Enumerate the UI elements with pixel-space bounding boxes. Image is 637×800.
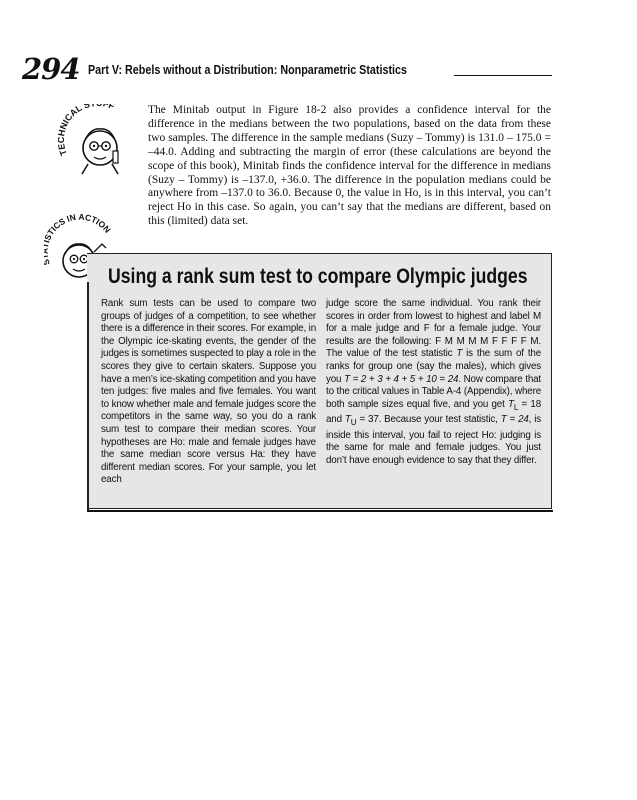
page-number: 294	[22, 52, 80, 86]
right-intro: judge score the same individual. You rank their scores in order from lowest to highest and label M for a male judge and F for a female judge. Your results are the following: F M M M M F F F F M. The value of the test statistic	[326, 298, 541, 360]
page-header	[22, 52, 552, 86]
statistics-in-action-label: TICS IN ACTION	[45, 214, 113, 238]
tl-value: = 18 and	[326, 398, 541, 426]
t-stat: T = 24	[500, 414, 529, 426]
sidebar-bottom-rule	[87, 510, 553, 512]
tu-value: = 37. Because your test statistic,	[356, 414, 501, 426]
header-rule	[454, 75, 552, 76]
sidebar-left-column	[101, 298, 316, 487]
t-symbol: T	[456, 348, 463, 360]
sidebar-left-text: Rank sum tests can be used to compare two groups of judges of a competition, to see whether there is a difference in their scores. For example, in the Olympic ice-skating events, the gender of the judges is sometimes suspected to play a role in the scores they give to certain skaters. Suppose you have a men’s ice-skating competition and you have ten judges: five males and five females. You want to know whether male and female judges score the competitors in the same way, so you do a rank sum test to compare their median scores. Your hypotheses are Ho: male and female judges have the same median score versus Ha: they have different median scores. For your sample, you let each	[101, 298, 316, 486]
sidebar-left-rule	[87, 282, 89, 510]
right-mid2: . Now compare that to the critical values in Table A-4 (Appendix), where both sample sizes equal five, and you get	[326, 373, 541, 410]
technical-paragraph-text: The Minitab output in Figure 18-2 also provides a confidence interval for the difference in the medians between the two populations, based on the data from these two samples. The difference in the sample medians (Suzy – Tommy) is 131.0 – 175.0 = –44.0. Adding and subtracting the margin of error (these calculations are beyond the scope of this book), Minitab finds the confidence interval for the difference in medians (Suzy – Tommy) is –137.0, +36.0. The difference in the population medians could be anywhere from –137.0 to 36.0. Because 0, the value in Ho, is in this interval, you can’t reject Ho in this case. So again, you can’t say that the medians are different, based on this (limited) data set.	[148, 104, 551, 228]
technical-stuff-icon-graphic	[58, 104, 140, 178]
right-mid1: is the sum of the ranks for group one (say the males), which gives you	[326, 348, 542, 385]
sidebar-title: Using a rank sum test to compare Olympic judges	[108, 265, 528, 288]
technical-stuff-label: T NICAL S F	[58, 104, 116, 158]
sidebar-right-column	[326, 298, 541, 468]
sidebar-right-text	[326, 298, 541, 468]
t-value: T = 2 + 3 + 4 + 5 + 10 = 24	[344, 373, 459, 385]
running-head: Part V: Rebels without a Distribution: Nonparametric Statistics	[88, 63, 407, 77]
tu-sub: U	[350, 418, 357, 428]
tl-sub: L	[513, 402, 519, 412]
technical-stuff-icon	[58, 104, 140, 178]
tl-label: T	[507, 398, 514, 410]
right-end: , is inside this interval, you fail to reject Ho: judging is the same for male and female judges. You just don’t have enough evidence to say that they differ.	[326, 414, 541, 467]
tu-label: T	[344, 414, 351, 426]
technical-stuff-paragraph	[148, 104, 551, 229]
